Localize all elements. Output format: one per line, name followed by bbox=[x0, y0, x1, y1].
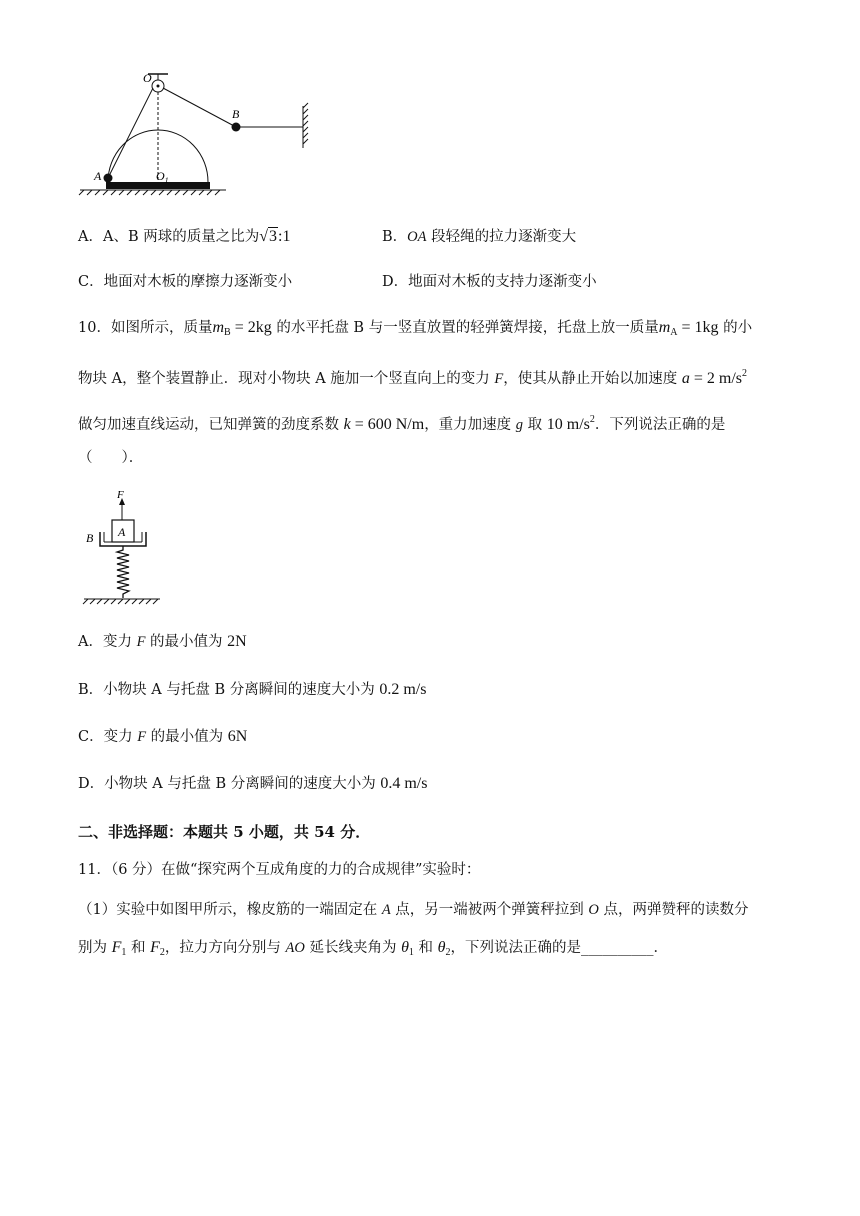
q10-line-2: 物块 A，整个装置静止．现对小物块 A 施加一个竖直向上的变力 F，使其从静止开始以加速度 a = 2 $m/s^2$ bbox=[78, 368, 747, 387]
q9-ground bbox=[79, 190, 226, 195]
q10-option-c: C．变力 F 的最小值为 6N bbox=[78, 728, 248, 745]
q9-label-B: B bbox=[232, 107, 240, 121]
q9-board bbox=[106, 182, 210, 189]
q9-option-d: D．地面对木板的支持力逐渐变小 bbox=[382, 274, 597, 290]
q10-option-b: B．小物块 A 与托盘 B 分离瞬间的速度大小为 0.2 m/s bbox=[78, 681, 427, 698]
q9-label-A: A bbox=[94, 169, 102, 183]
q9-ball-A bbox=[104, 174, 113, 183]
q11-intro: 11．（6 分）在做“探究两个互成角度的力的合成规律”实验时： bbox=[78, 862, 481, 878]
q9-ball-B bbox=[232, 123, 241, 132]
q9-option-c: C．地面对木板的摩擦力逐渐变小 bbox=[78, 274, 293, 290]
q11-answer-blank[interactable]: __________ bbox=[581, 940, 654, 956]
q9-rope-OB bbox=[163, 88, 236, 127]
q10-spring bbox=[117, 546, 129, 598]
q10-figure bbox=[80, 488, 170, 608]
q11-paragraph-1: （1）实验中如图甲所示，橡皮筋的一端固定在 A 点，另一端被两个弹簧秤拉到 O 点，两弹赞秤的读数分 bbox=[78, 902, 749, 918]
q9-label-O1: $O_1$ bbox=[156, 169, 169, 185]
q9-wall bbox=[303, 103, 308, 148]
q10-label-A: A bbox=[118, 525, 126, 539]
q10-ground bbox=[83, 599, 160, 604]
q10-label-B: B bbox=[86, 531, 94, 545]
q9-label-O: O bbox=[143, 71, 152, 85]
q10-line-3: 做匀加速直线运动，已知弹簧的劲度系数 k = 600 N/m，重力加速度 g 取 10 $m/s^2$．下列说法正确的是 bbox=[78, 414, 726, 433]
q9-option-a: A．A、B 两球的质量之比为√3:1 bbox=[78, 228, 291, 245]
section-2-heading: 二、非选择题：本题共 5 小题，共 54 分． bbox=[78, 823, 371, 841]
q9-option-b: B．OA 段轻绳的拉力逐渐变大 bbox=[382, 229, 577, 245]
q9-rope-OA bbox=[108, 88, 153, 178]
q10-label-F: F bbox=[117, 489, 124, 501]
q11-paragraph-2: 别为 $F_1$ 和 $F_2$，拉力方向分别与 AO 延长线夹角为 $\theta_1$ 和 $\theta_2$，下列说法正确的是__________． bbox=[78, 939, 668, 958]
q10-line-4: （ ）． bbox=[78, 450, 144, 466]
q10-line-1: 10．如图所示，质量$m_B = 2kg$ 的水平托盘 B 与一竖直放置的轻弹簧焊接，托盘上放一质量$m_A = 1kg$ 的小 bbox=[78, 319, 753, 338]
q10-option-a: A．变力 F 的最小值为 2N bbox=[78, 633, 247, 650]
q10-option-d: D．小物块 A 与托盘 B 分离瞬间的速度大小为 0.4 m/s bbox=[78, 775, 428, 792]
q9-figure bbox=[76, 66, 316, 196]
